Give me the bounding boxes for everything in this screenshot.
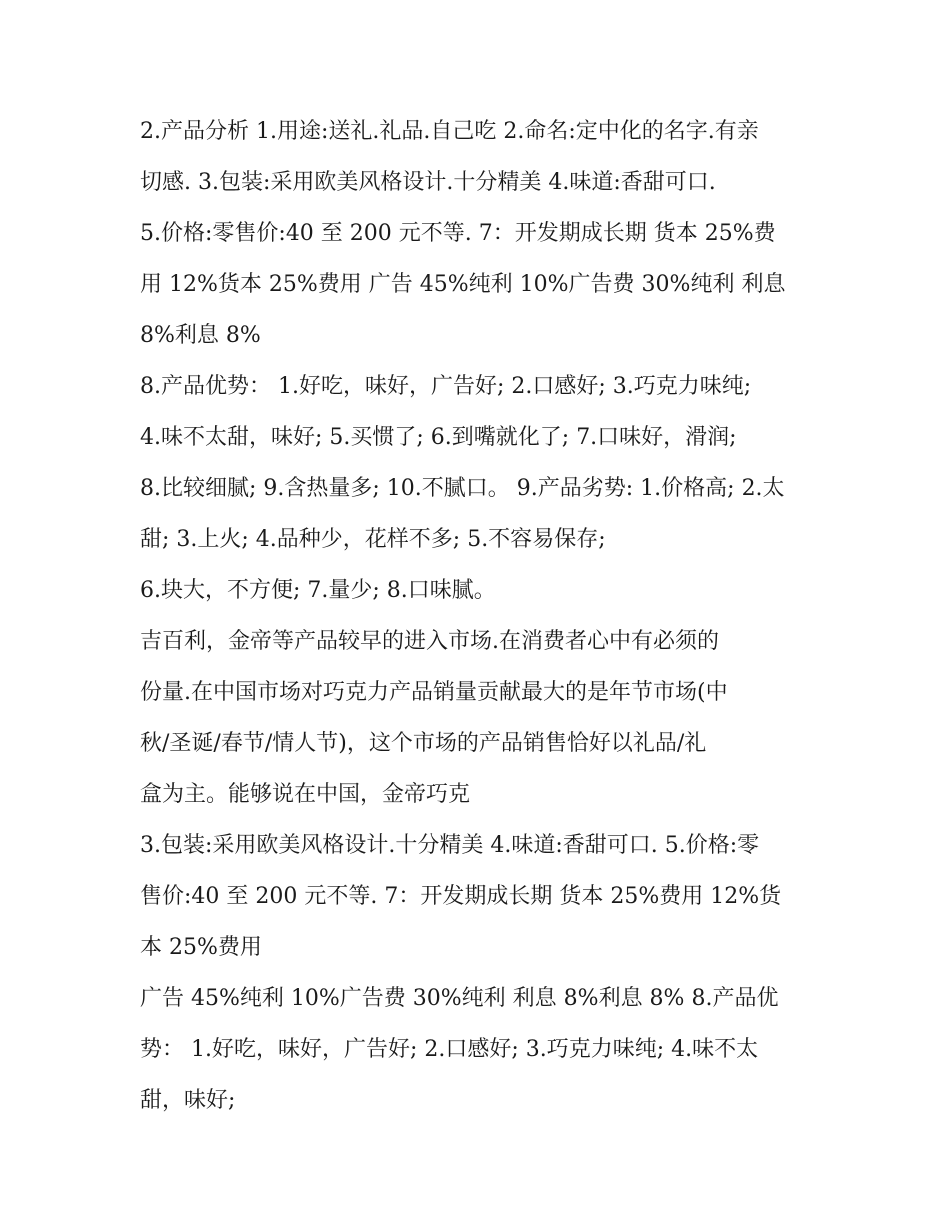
text-line: 势： 1.好吃，味好，广告好; 2.口感好; 3.巧克力味纯; 4.味不太 — [140, 1037, 759, 1062]
text-line: 份量.在中国市场对巧克力产品销量贡献最大的是年节市场(中 — [140, 680, 728, 705]
text-line: 8.产品优势： 1.好吃，味好，广告好; 2.口感好; 3.巧克力味纯; — [140, 374, 752, 399]
text-line: 吉百利，金帝等产品较早的进入市场.在消费者心中有必须的 — [140, 629, 719, 654]
text-line: 4.味不太甜，味好; 5.买惯了; 6.到嘴就化了; 7.口味好，滑润; — [140, 425, 737, 450]
text-line: 5.价格:零售价:40 至 200 元不等. 7：开发期成长期 货本 25%费 — [140, 221, 776, 246]
text-line: 甜; 3.上火; 4.品种少，花样不多; 5.不容易保存; — [140, 527, 606, 552]
text-line: 8.比较细腻; 9.含热量多; 10.不腻口。 9.产品劣势: 1.价格高; 2.太 — [140, 476, 785, 501]
text-line: 本 25%费用 — [140, 935, 262, 960]
text-line: 用 12%货本 25%费用 广告 45%纯利 10%广告费 30%纯利 利息 — [140, 272, 786, 297]
text-line: 售价:40 至 200 元不等. 7：开发期成长期 货本 25%费用 12%货 — [140, 884, 782, 909]
text-line: 2.产品分析 1.用途:送礼.礼品.自己吃 2.命名:定中化的名字.有亲 — [140, 119, 759, 144]
text-line: 盒为主。能够说在中国，金帝巧克 — [140, 782, 471, 807]
text-line: 6.块大，不方便; 7.量少; 8.口味腻。 — [140, 578, 496, 603]
text-line: 3.包装:采用欧美风格设计.十分精美 4.味道:香甜可口. 5.价格:零 — [140, 833, 760, 858]
document-body — [140, 106, 820, 1126]
text-line: 秋/圣诞/春节/情人节)，这个市场的产品销售恰好以礼品/礼 — [140, 731, 707, 756]
text-line: 广告 45%纯利 10%广告费 30%纯利 利息 8%利息 8% 8.产品优 — [140, 986, 779, 1011]
text-line: 切感. 3.包装:采用欧美风格设计.十分精美 4.味道:香甜可口. — [140, 170, 716, 195]
text-line: 8%利息 8% — [140, 323, 261, 348]
text-line: 甜，味好; — [140, 1088, 236, 1113]
